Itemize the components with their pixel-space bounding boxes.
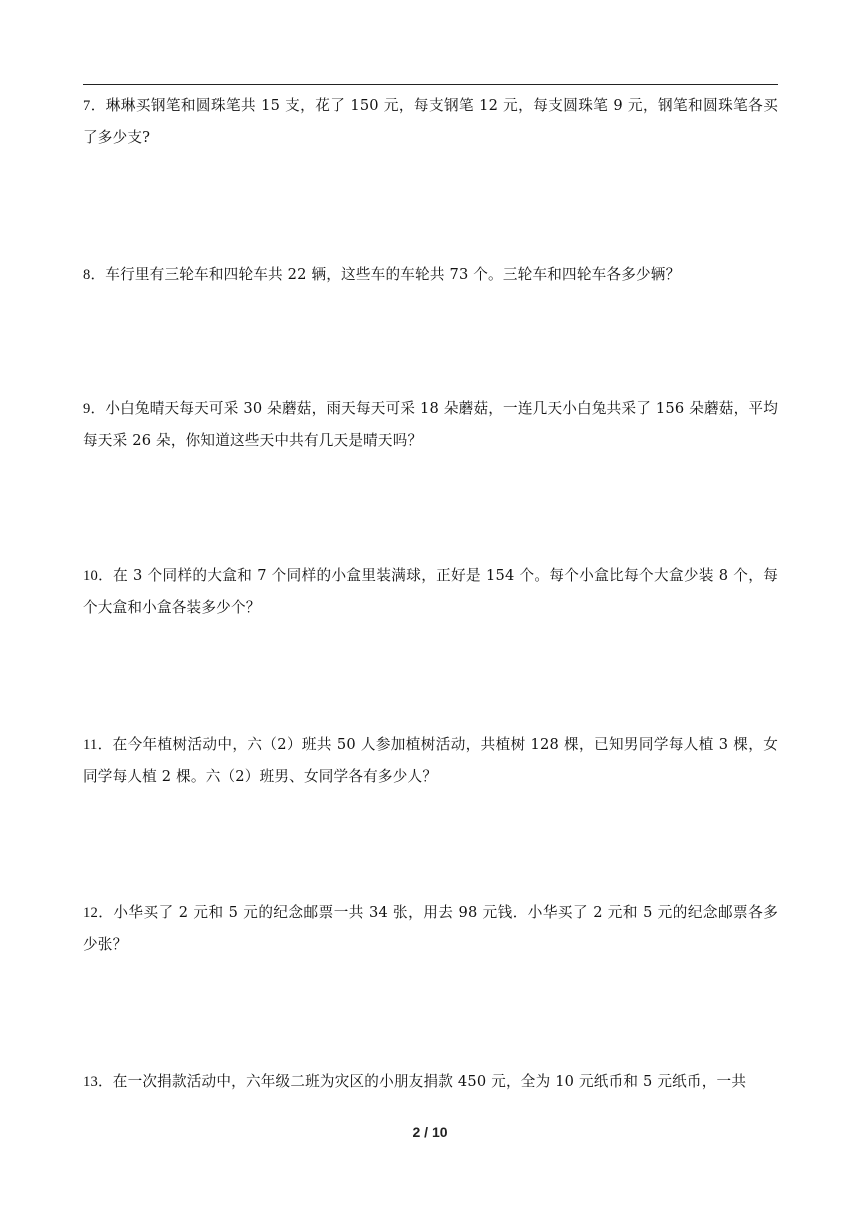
question-10: [83, 560, 778, 624]
question-text: 在 3 个同样的大盒和 7 个同样的小盒里装满球，正好是 154 个。每个小盒比每个大盒少装 8 个，每个大盒和小盒各装多少个？: [83, 567, 778, 616]
question-number: 7．: [83, 98, 106, 114]
question-text: 在今年植树活动中，六（2）班共 50 人参加植树活动，共植树 128 棵，已知男同学每人植 3 棵，女同学每人植 2 棵。六（2）班男、女同学各有多少人？: [83, 736, 778, 785]
question-number: 10．: [83, 568, 114, 584]
question-number: 8．: [83, 267, 106, 283]
question-8: [83, 259, 778, 291]
question-number: 9．: [83, 401, 106, 417]
question-text: 小白兔晴天每天可采 30 朵蘑菇，雨天每天可采 18 朵蘑菇，一连几天小白兔共采了 156 朵蘑菇，平均每天采 26 朵，你知道这些天中共有几天是晴天吗？: [83, 400, 778, 449]
question-9: [83, 393, 778, 457]
question-number: 13．: [83, 1074, 113, 1090]
question-number: 12．: [83, 905, 114, 921]
question-text: 小华买了 2 元和 5 元的纪念邮票一共 34 张，用去 98 元钱．小华买了 2 元和 5 元的纪念邮票各多少张？: [83, 904, 778, 953]
question-text: 车行里有三轮车和四轮车共 22 辆，这些车的车轮共 73 个。三轮车和四轮车各多少辆？: [105, 266, 681, 283]
question-number: 11．: [83, 737, 113, 753]
question-13: [83, 1066, 778, 1098]
question-12: [83, 897, 778, 961]
question-7: [83, 90, 778, 154]
question-11: [83, 729, 778, 793]
header-rule: [83, 84, 778, 85]
page-number: 2 / 10: [412, 1124, 448, 1140]
question-text: 琳琳买钢笔和圆珠笔共 15 支，花了 150 元，每支钢笔 12 元，每支圆珠笔 9 元，钢笔和圆珠笔各买了多少支?: [83, 97, 778, 146]
question-text: 在一次捐款活动中，六年级二班为灾区的小朋友捐款 450 元，全为 10 元纸币和 5 元纸币，一共: [112, 1073, 747, 1090]
